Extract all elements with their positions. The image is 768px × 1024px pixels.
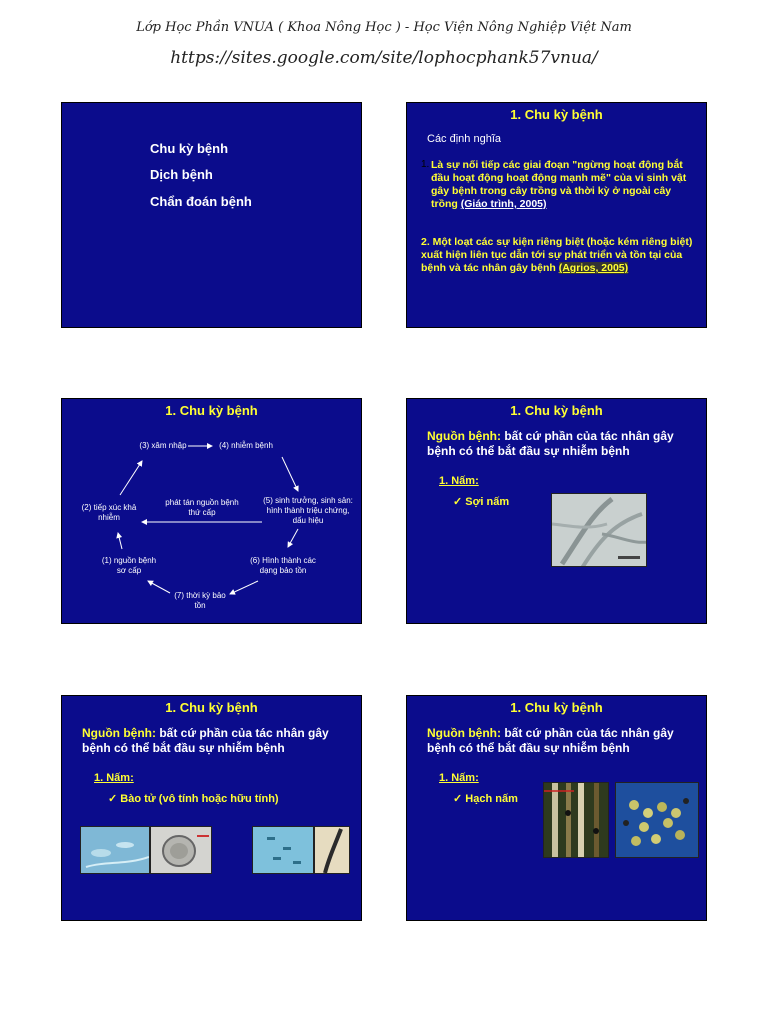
arrow-1-to-2	[118, 533, 122, 549]
source-text: bất cứ phần của tác nhân gây bệnh có thể bắt đầu sự nhiễm bệnh	[82, 726, 329, 755]
source-label: Nguồn bệnh:	[427, 429, 501, 443]
source-definition	[427, 726, 702, 756]
bullet-spores: ✓ Bào tử (vô tính hoặc hữu tính)	[108, 793, 279, 805]
slide-outline	[61, 102, 362, 328]
source-text: bất cứ phần của tác nhân gây bệnh có thể bắt đầu sự nhiễm bệnh	[427, 429, 674, 458]
fungus-heading: 1. Nấm:	[439, 475, 479, 487]
source-definition	[427, 429, 702, 459]
header-course-line: Lớp Học Phần VNUA ( Khoa Nông Học ) - Học Viện Nông Nghiệp Việt Nam	[136, 20, 632, 35]
spore-photo-2	[150, 826, 212, 874]
slide-title: 1. Chu kỳ bệnh	[510, 700, 603, 715]
definition-2-text: 2. Một loạt các sự kiện riêng biệt (hoặc kém riêng biệt) xuất hiện liên tục dẫn tới sự phát triển và tồn tại của bệnh và tác nhân gây bệnh	[421, 236, 693, 274]
definition-1-reference: (Giáo trình, 2005)	[460, 198, 547, 210]
fungus-heading: 1. Nấm:	[439, 772, 479, 784]
source-definition	[82, 726, 357, 756]
slide-title: 1. Chu kỳ bệnh	[510, 403, 603, 418]
arrow-4-to-5	[282, 457, 298, 491]
toc-item-epidemic: Dịch bệnh	[150, 167, 213, 182]
spore-photo-3	[252, 826, 314, 874]
arrow-2-to-3	[120, 461, 142, 495]
arrow-6-to-7	[230, 581, 258, 594]
node-penetration: (3) xâm nhập	[139, 441, 187, 450]
definition-1-text: Là sự nối tiếp các giai đoạn "ngừng hoạt động bắt đầu hoạt động hoạt động mạnh mẽ" của vi sinh vật gây bệnh trong cây trồng và thời kỳ ở ngoài cây trồng	[431, 159, 687, 210]
node-growth: (5) sinh trưởng, sinh sản: hình thành triệu chứng, dấu hiệu	[263, 496, 353, 525]
fungus-heading: 1. Nấm:	[94, 772, 134, 784]
bullet-sclerotia: ✓ Hạch nấm	[453, 793, 518, 805]
bullet-mycelium: ✓ Sợi nấm	[453, 496, 510, 508]
slide-source-sclerotia	[406, 695, 707, 921]
slide-disease-cycle	[61, 398, 362, 624]
node-contact: (2) tiếp xúc khả nhiễm	[81, 503, 137, 522]
node-survival-period: (7) thời kỳ bảo tồn	[174, 591, 226, 610]
header-url-line: https://sites.google.com/site/lophocphank57vnua/	[170, 48, 598, 68]
slide-title: 1. Chu kỳ bệnh	[510, 107, 603, 122]
spore-photo-4	[314, 826, 350, 874]
node-survival-forms: (6) Hình thành các dạng bảo tồn	[250, 556, 316, 575]
slide-title: 1. Chu kỳ bệnh	[165, 403, 258, 418]
slide-title: 1. Chu kỳ bệnh	[165, 700, 258, 715]
definition-2-reference: (Agrios, 2005)	[558, 262, 629, 274]
source-label: Nguồn bệnh:	[427, 726, 501, 740]
definition-2	[421, 236, 701, 275]
node-infection: (4) nhiễm bệnh	[219, 441, 273, 450]
mycelium-photo	[551, 493, 647, 567]
slide-source-spores	[61, 695, 362, 921]
arrow-5-to-6	[288, 529, 298, 547]
definition-number: 1.	[421, 159, 430, 170]
toc-item-disease-cycle: Chu kỳ bệnh	[150, 141, 229, 156]
slide-definitions	[406, 102, 707, 328]
definition-1	[431, 159, 699, 211]
arrow-7-to-1	[148, 581, 170, 593]
spore-photo-1	[80, 826, 150, 874]
source-label: Nguồn bệnh:	[82, 726, 156, 740]
node-primary-source: (1) nguồn bệnh sơ cấp	[101, 556, 157, 575]
toc-item-diagnosis: Chẩn đoán bệnh	[150, 194, 252, 209]
sclerotia-plant-photo	[543, 782, 609, 858]
slide-source-mycelium	[406, 398, 707, 624]
sclerotia-photo	[615, 782, 699, 858]
slide-subtitle: Các định nghĩa	[427, 133, 501, 145]
node-secondary-spread: phát tán nguồn bệnh thứ cấp	[165, 498, 239, 517]
source-text: bất cứ phần của tác nhân gây bệnh có thể bắt đầu sự nhiễm bệnh	[427, 726, 674, 755]
